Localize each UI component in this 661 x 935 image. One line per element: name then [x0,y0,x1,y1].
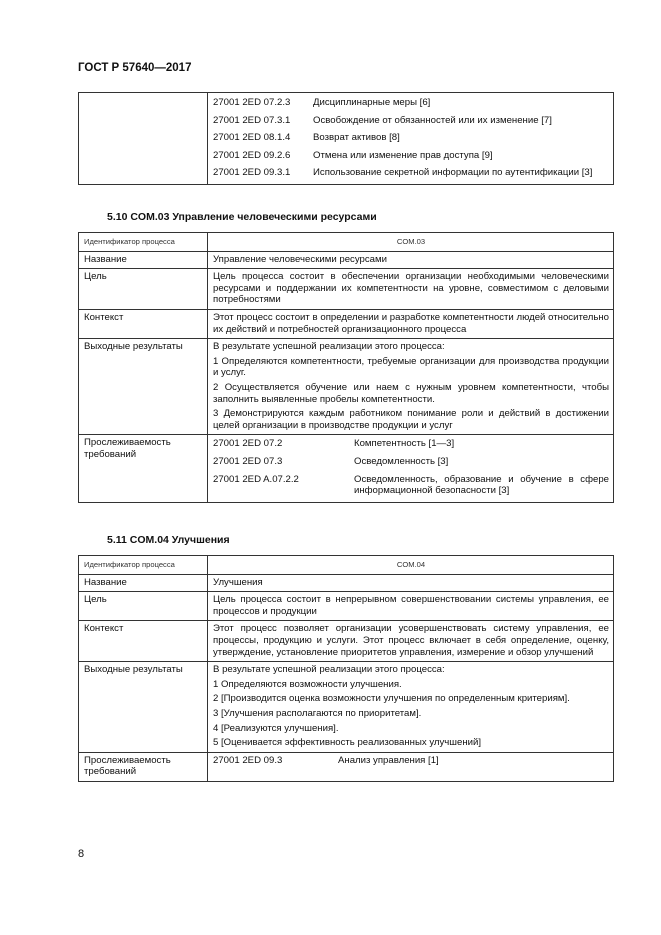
reference-desc: Освобождение от обязанностей или их изменение [7] [313,114,552,126]
name-label: Название [79,251,208,269]
context-value: Этот процесс состоит в определении и разработке компетентности людей относительно их действий и потребностей организационного процесса [208,309,614,338]
trace-code: 27001 2ED 09.3 [213,754,283,766]
id-label: Идентификатор процесса [79,556,208,575]
id-value: COM.04 [208,556,614,575]
reference-list-cell [208,93,614,185]
trace-cell [208,752,614,781]
trace-desc: Осведомленность [3] [354,455,449,467]
reference-desc: Возврат активов [8] [313,132,400,144]
reference-code: 27001 2ED 07.2.3 [213,97,291,108]
trace-label: Прослеживаемость требований [79,435,208,502]
outputs-label: Выходные результаты [79,662,208,753]
reference-row [213,150,609,162]
goal-label: Цель [79,592,208,621]
outputs-label: Выходные результаты [79,339,208,435]
goal-label: Цель [79,269,208,310]
process-table-com03 [78,232,614,503]
name-value: Улучшения [208,574,614,592]
trace-cell [208,435,614,502]
trace-label: Прослеживаемость требований [79,752,208,781]
continuation-table [78,92,614,185]
page-number: 8 [78,848,85,860]
context-label: Контекст [79,621,208,662]
reference-row [213,115,609,127]
name-value: Управление человеческими ресурсами [208,251,614,269]
outputs-cell [208,339,614,435]
trace-desc: Компетентность [1—3] [354,438,455,450]
section-title-com03: 5.10 COM.03 Управление человеческими ресурсами [107,211,377,223]
reference-row [213,97,609,109]
goal-value: Цель процесса состоит в обеспечении организации необходимыми человеческими ресурсами и поддержании их компетентности на уровне, совместимом с деловыми потребностями [208,269,614,310]
output-item: 2 Осуществляется обучение или наем с нужным уровнем компетентности, чтобы заполнить выявленные пробелы компетентности. [213,381,609,405]
document-header: ГОСТ Р 57640—2017 [78,62,192,74]
output-item: 4 [Реализуются улучшения]. [213,722,339,734]
reference-row [213,167,609,179]
trace-code: 27001 2ED A.07.2.2 [213,473,299,485]
trace-desc: Осведомленность, образование и обучение в сфере информационной безопасности [3] [354,473,609,497]
reference-code: 27001 2ED 07.3.1 [213,114,291,126]
trace-code: 27001 2ED 07.2 [213,438,283,450]
trace-grid [213,755,609,767]
empty-cell [79,93,208,185]
output-item: 1 Определяются компетентности, требуемые организации для производства продукции и услуг. [213,355,609,379]
id-label: Идентификатор процесса [79,233,208,252]
reference-code: 27001 2ED 09.3.1 [213,167,291,179]
context-value: Этот процесс позволяет организации усовершенствовать систему управления, ее процессы, продукцию и услуги. Этот процесс включает в себя определение, оценку, утверждение, установление приоритетов управления, измерение и обзор улучшений [208,621,614,662]
name-label: Название [79,574,208,592]
output-item: 5 [Оценивается эффективность реализованных улучшений] [213,737,482,749]
output-item: 1 Определяются возможности улучшения. [213,678,402,690]
reference-code: 27001 2ED 09.2.6 [213,149,291,161]
context-label: Контекст [79,309,208,338]
id-value: COM.03 [208,233,614,252]
outputs-cell [208,662,614,753]
reference-desc: Использование секретной информации по аутентификации [3] [313,167,593,179]
output-item: В результате успешной реализации этого процесса: [213,341,445,353]
reference-row [213,132,609,144]
reference-code: 27001 2ED 08.1.4 [213,132,291,144]
trace-grid [213,438,609,496]
reference-desc: Дисциплинарные меры [6] [313,97,431,108]
output-item: В результате успешной реализации этого процесса: [213,664,445,676]
output-item: 2 [Производится оценка возможности улучшения по определенным критериям]. [213,693,570,705]
output-item: 3 Демонстрируются каждым работником понимание роли и действий в достижении целей организации в производстве продукции и услуг [213,408,609,431]
reference-desc: Отмена или изменение прав доступа [9] [313,149,493,161]
section-title-com04: 5.11 COM.04 Улучшения [107,534,230,546]
output-item: 3 [Улучшения располагаются по приоритетам]. [213,707,422,719]
goal-value: Цель процесса состоит в непрерывном совершенствовании системы управления, ее процессов и продукции [208,592,614,621]
trace-code: 27001 2ED 07.3 [213,455,283,467]
process-table-com04 [78,555,614,782]
trace-desc: Анализ управления [1] [338,754,439,766]
